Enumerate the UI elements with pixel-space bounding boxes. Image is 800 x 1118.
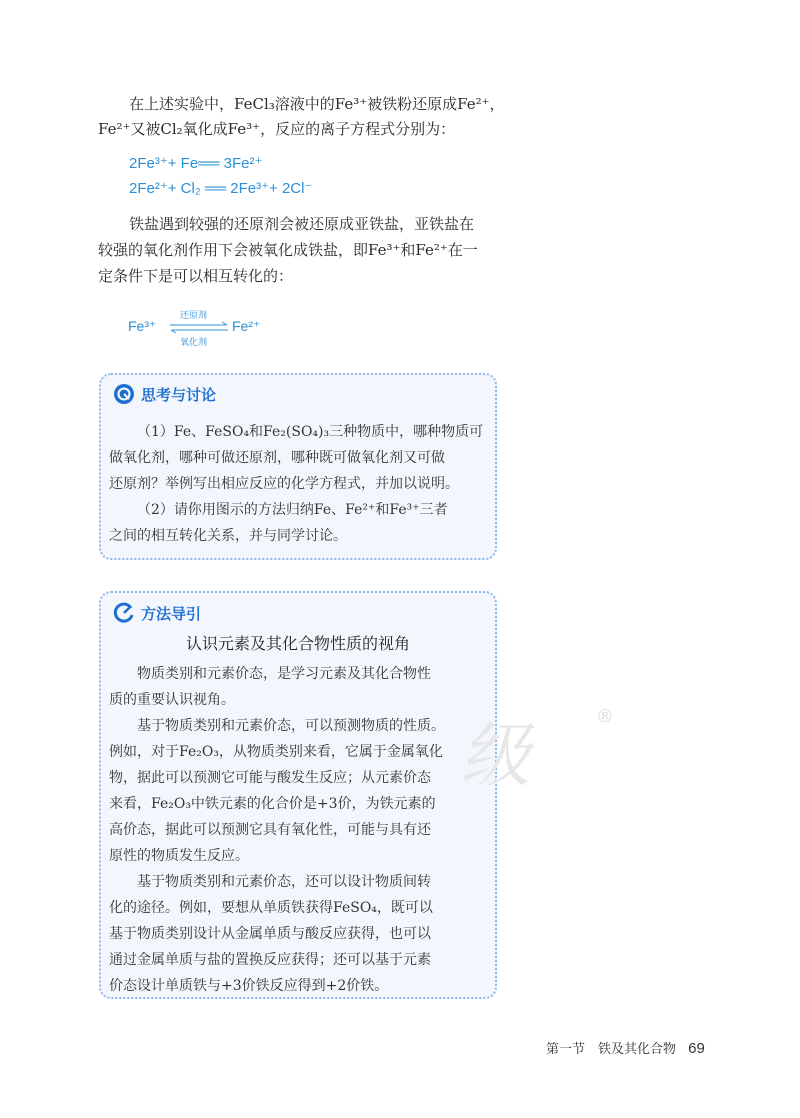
page-number: 69	[688, 1040, 705, 1057]
conversion-left: Fe³⁺	[128, 318, 157, 334]
method-box-heading: 方法导引	[141, 604, 202, 623]
equation-1: 2Fe³⁺+ Fe══ 3Fe²⁺	[129, 155, 263, 172]
conversion-diagram	[128, 312, 278, 352]
intro-line-2: Fe²⁺又被Cl₂氧化成Fe³⁺，反应的离子方程式分别为：	[98, 120, 456, 138]
method-line-13: 价态设计单质铁与+3价铁反应得到+2价铁。	[109, 978, 389, 994]
page-footer	[546, 1038, 705, 1057]
method-guide-box	[99, 591, 497, 999]
think-line-2: 做氧化剂，哪种可做还原剂，哪种既可做氧化剂又可做	[109, 450, 445, 466]
think-box-heading: 思考与讨论	[141, 385, 217, 404]
registered-mark: ®	[596, 706, 614, 727]
method-line-10: 化的途径。例如，要想从单质铁获得FeSO₄，既可以	[109, 900, 433, 916]
method-box-title: 认识元素及其化合物性质的视角	[185, 634, 410, 653]
conversion-bottom-label: 氧化剂	[180, 337, 208, 347]
equation-2: 2Fe²⁺+ Cl₂ ══ 2Fe³⁺+ 2Cl⁻	[129, 180, 313, 197]
method-line-6: 来看，Fe₂O₃中铁元素的化合价是+3价，为铁元素的	[109, 796, 436, 812]
conversion-top-label: 还原剂	[180, 310, 208, 320]
para2-line-3: 定条件下是可以相互转化的：	[98, 267, 294, 285]
method-line-3: 基于物质类别和元素价态，可以预测物质的性质。	[137, 718, 445, 734]
think-discuss-box	[99, 373, 497, 560]
method-line-12: 通过金属单质与盐的置换反应获得；还可以基于元素	[109, 952, 431, 968]
think-line-3: 还原剂？举例写出相应反应的化学方程式，并加以说明。	[109, 476, 459, 492]
method-line-8: 原性的物质发生反应。	[109, 848, 249, 864]
intro-line-1: 在上述实验中，FeCl₃溶液中的Fe³⁺被铁粉还原成Fe²⁺，	[129, 95, 505, 113]
method-line-1: 物质类别和元素价态，是学习元素及其化合物性	[137, 666, 431, 682]
method-line-4: 例如，对于Fe₂O₃，从物质类别来看，它属于金属氧化	[109, 744, 443, 760]
method-line-5: 物，据此可以预测它可能与酸发生反应；从元素价态	[109, 770, 431, 786]
footer-section: 第一节 铁及其化合物	[546, 1042, 677, 1057]
para2-line-1: 铁盐遇到较强的还原剂会被还原成亚铁盐，亚铁盐在	[129, 215, 475, 233]
think-line-1: （1）Fe、FeSO₄和Fe₂(SO₄)₃三种物质中，哪种物质可	[137, 424, 484, 440]
think-box-header	[113, 383, 216, 405]
discussion-icon	[113, 383, 135, 405]
para2-line-2: 较强的氧化剂作用下会被氧化成铁盐，即Fe³⁺和Fe²⁺在一	[98, 241, 478, 259]
method-line-9: 基于物质类别和元素价态，还可以设计物质间转	[137, 874, 431, 890]
conversion-right: Fe²⁺	[232, 318, 261, 334]
method-line-7: 高价态，据此可以预测它具有氧化性，可能与具有还	[109, 822, 431, 838]
method-box-header	[113, 602, 201, 624]
double-arrow-icon	[168, 320, 230, 336]
method-line-11: 基于物质类别设计从金属单质与酸反应获得，也可以	[109, 926, 431, 942]
method-icon	[113, 602, 135, 624]
method-line-2: 质的重要认识视角。	[109, 692, 235, 708]
watermark: 级	[460, 715, 530, 797]
think-line-4: （2）请你用图示的方法归纳Fe、Fe²⁺和Fe³⁺三者	[137, 502, 448, 518]
think-line-5: 之间的相互转化关系，并与同学讨论。	[109, 528, 347, 544]
